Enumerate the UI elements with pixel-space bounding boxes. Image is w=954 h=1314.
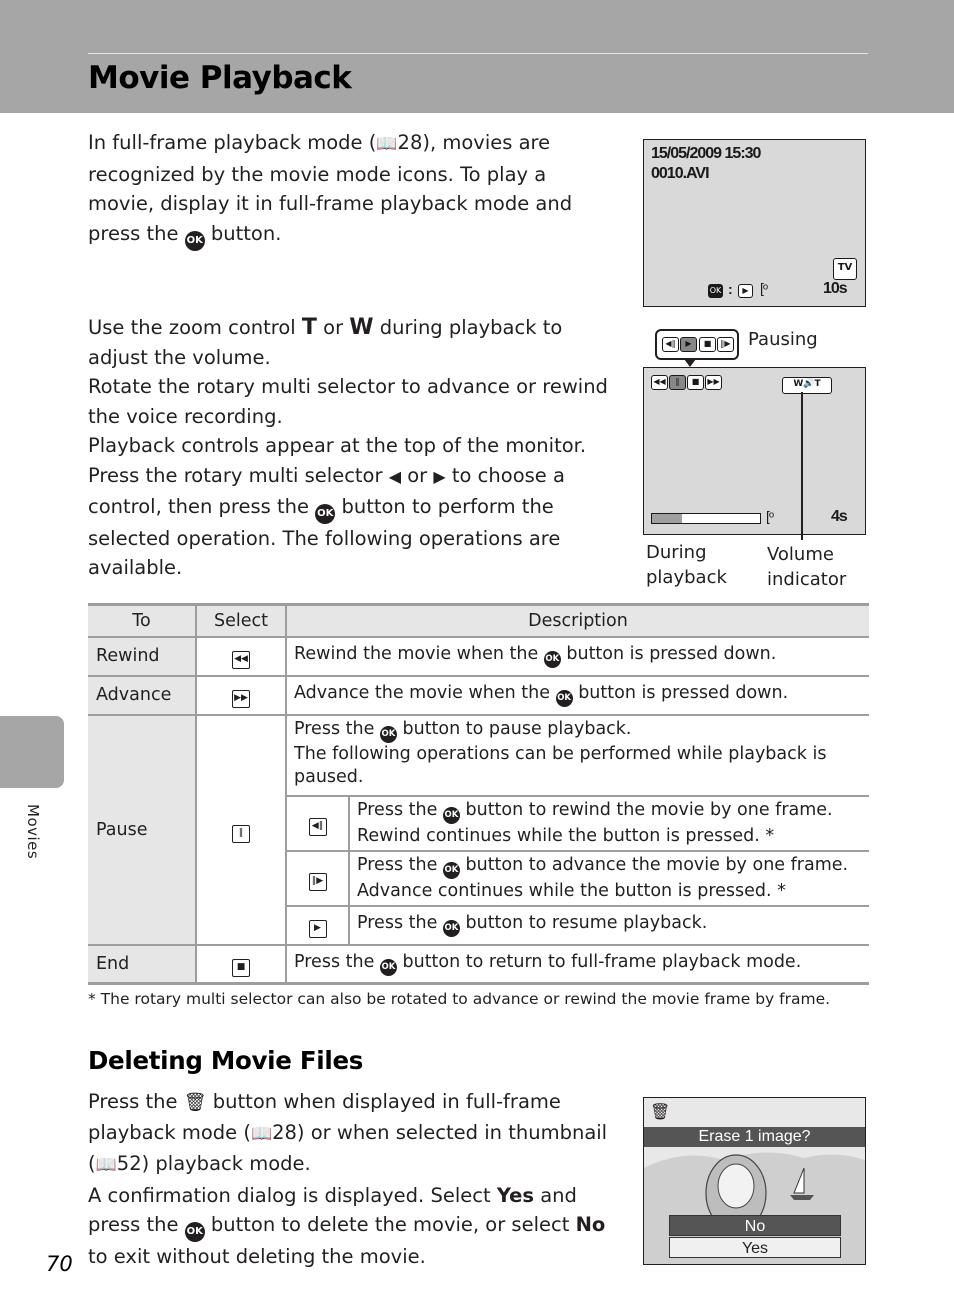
row-advance-select xyxy=(196,676,286,715)
desc-text: Advance the movie when the xyxy=(294,683,551,703)
erase-prompt: Erase 1 image? xyxy=(644,1127,865,1147)
controls-text-or: or xyxy=(407,463,428,487)
intro-text-ref: 28), movies are recognized by the movie mode icons. To play a movie, display it in full-frame playback mode and press the xyxy=(88,131,573,245)
desc-text: button is pressed down. xyxy=(578,683,789,703)
ok-button-icon: OK xyxy=(185,231,205,251)
row-advance-to: Advance xyxy=(88,676,196,715)
deleting-text: button when displayed in full-frame playback mode ( xyxy=(88,1090,561,1144)
desc-text: Rewind continues while the button is pressed. * xyxy=(357,826,775,846)
deleting-text: Press the xyxy=(88,1090,178,1113)
table-row xyxy=(88,945,869,984)
desc-text: Advance continues while the button is pressed. * xyxy=(357,881,786,901)
deleting-text: 52) playback mode. xyxy=(116,1152,311,1176)
ok-button-icon: OK xyxy=(380,726,397,743)
playback-screen xyxy=(643,139,866,307)
progress-bar xyxy=(651,513,761,524)
ok-button-icon: OK xyxy=(185,1222,205,1242)
controls-paragraph xyxy=(88,313,618,583)
row-rewind-to: Rewind xyxy=(88,637,196,676)
sub-desc xyxy=(349,796,869,851)
book-ref-icon: 📖 xyxy=(250,1123,273,1144)
deleting-line-2 xyxy=(88,1181,618,1272)
ok-button-icon: OK xyxy=(443,920,460,937)
trash-icon: 🗑 xyxy=(183,1092,207,1113)
header-rule xyxy=(88,53,868,54)
row-rewind-desc xyxy=(286,637,869,676)
col-header-select: Select xyxy=(196,605,286,637)
col-header-to: To xyxy=(88,605,196,637)
desc-text: button is pressed down. xyxy=(566,644,777,664)
yes-option[interactable]: Yes xyxy=(669,1237,841,1258)
book-ref-icon: 📖 xyxy=(95,1155,117,1176)
pause-icon: ‖ xyxy=(232,825,250,843)
sub-select xyxy=(287,906,349,944)
desc-text: The following operations can be performed while playback is paused. xyxy=(294,743,827,787)
resume-icon: ▶ xyxy=(309,920,327,938)
row-advance-desc xyxy=(286,676,869,715)
callout-pointer xyxy=(684,359,696,367)
row-pause-select xyxy=(196,715,286,945)
movie-mode-icon: TV xyxy=(833,258,857,280)
table-header-row xyxy=(88,605,869,637)
progress-fill xyxy=(652,514,682,523)
during-playback-label: During playback xyxy=(646,542,727,588)
rotate-line: Rotate the rotary multi selector to advance or rewind the voice recording. xyxy=(88,375,608,428)
volume-line xyxy=(88,313,618,372)
desc-text: Press the xyxy=(357,855,438,875)
frame-advance-icon: ‖▶ xyxy=(309,873,327,891)
hint-colon: : xyxy=(728,281,732,297)
section-tab xyxy=(0,716,64,788)
screen-filename: 0010.AVI xyxy=(651,165,709,182)
right-arrow-icon: ▶ xyxy=(433,466,446,486)
ok-button-icon: OK xyxy=(380,959,397,976)
deleting-text: A confirmation dialog is displayed. Select xyxy=(88,1183,491,1207)
controls-text-c: button to perform the selected operation. The following operations are available. xyxy=(88,494,561,580)
desc-text: button to return to full-frame playback mode. xyxy=(402,951,802,972)
time-remaining: 4s xyxy=(831,508,847,525)
section-tab-label: Movies xyxy=(24,804,42,860)
trash-icon: 🗑 xyxy=(650,1102,671,1121)
desc-text: Press the xyxy=(357,913,438,933)
frame-rewind-icon: ◀‖ xyxy=(662,337,679,352)
row-pause-to: Pause xyxy=(88,715,196,945)
sub-select xyxy=(287,796,349,851)
sub-desc xyxy=(349,851,869,906)
volume-indicator-icon: W🔊T xyxy=(782,377,832,394)
screen-datetime: 15/05/2009 15:30 xyxy=(651,145,761,162)
pause-sub-table xyxy=(287,795,869,944)
deleting-line-1 xyxy=(88,1087,618,1181)
sub-desc xyxy=(349,906,869,944)
screen-duration: 10s xyxy=(823,280,847,297)
controls-line xyxy=(88,431,618,582)
book-ref-icon: 📖 xyxy=(376,134,398,154)
volume-text-b: during playback to adjust the volume. xyxy=(88,316,563,369)
ok-button-icon: OK xyxy=(443,807,460,824)
desc-text: button to rewind the movie by one frame. xyxy=(465,800,833,820)
volume-text-a: Use the zoom control xyxy=(88,316,296,339)
deleting-text: 28) or when selected in thumbnail ( xyxy=(88,1120,608,1176)
table-row xyxy=(287,796,869,851)
desc-text: button to pause playback. xyxy=(402,718,632,739)
sub-select xyxy=(287,851,349,906)
frame-advance-icon: ‖▶ xyxy=(717,337,734,352)
pausing-controls-callout xyxy=(655,329,739,360)
row-end-select xyxy=(196,945,286,984)
no-option[interactable]: No xyxy=(669,1215,841,1236)
volume-text-or: or xyxy=(323,316,344,339)
table-row xyxy=(88,637,869,676)
ok-button-icon: OK xyxy=(315,504,335,524)
deleting-text: button to delete the movie, or select xyxy=(210,1213,570,1237)
ok-button-icon: OK xyxy=(556,690,573,707)
deleting-paragraph xyxy=(88,1087,618,1272)
row-end-to: End xyxy=(88,945,196,984)
volume-leader-line xyxy=(801,392,803,540)
table-row xyxy=(88,676,869,715)
yes-term: Yes xyxy=(496,1183,534,1207)
col-header-description: Description xyxy=(286,605,869,637)
pausing-label: Pausing xyxy=(748,329,818,350)
zoom-w-icon: W xyxy=(349,315,374,340)
row-pause-desc xyxy=(286,715,869,945)
end-icon: ■ xyxy=(232,959,250,977)
desc-text: Press the xyxy=(294,718,375,739)
footnote: * The rotary multi selector can also be rotated to advance or rewind the movie frame by frame. xyxy=(88,990,831,1008)
left-arrow-icon: ◀ xyxy=(388,466,402,486)
advance-icon: ▶▶ xyxy=(232,690,250,708)
no-term: No xyxy=(575,1213,606,1237)
row-end-desc xyxy=(286,945,869,984)
controls-text-b: to choose a control, then press the xyxy=(88,463,565,518)
play-hint-icon: ▶ xyxy=(738,284,753,298)
pause-icon: ‖ xyxy=(669,375,686,390)
ok-hint-icon: OK xyxy=(708,284,723,298)
table-row xyxy=(88,715,869,945)
page-number: 70 xyxy=(46,1252,73,1276)
table-row xyxy=(287,906,869,944)
playback-controls-screen xyxy=(643,367,866,535)
operations-table xyxy=(88,603,869,985)
intro-paragraph xyxy=(88,128,613,251)
deleting-text: to exit without deleting the movie. xyxy=(88,1245,426,1269)
deleting-text: and press the xyxy=(88,1183,577,1237)
intro-text-a: In full-frame playback mode ( xyxy=(88,131,377,154)
row-rewind-select xyxy=(196,637,286,676)
erase-dialog-screen xyxy=(643,1097,866,1265)
desc-text: Press the xyxy=(294,951,375,972)
desc-text: Press the xyxy=(357,800,438,820)
movie-format-icon: [ᵒ xyxy=(766,508,774,524)
intro-text-b: button. xyxy=(210,221,282,245)
desc-text: Rewind the movie when the xyxy=(294,644,539,664)
ok-button-icon: OK xyxy=(544,651,561,668)
section-heading-deleting: Deleting Movie Files xyxy=(88,1046,364,1075)
ok-button-icon: OK xyxy=(443,862,460,879)
movie-format-icon: [ᵒ xyxy=(760,280,768,296)
resume-icon: ▶ xyxy=(680,337,697,352)
controls-text-a: Playback controls appear at the top of the monitor. Press the rotary multi selector xyxy=(88,434,587,487)
rewind-icon: ◀◀ xyxy=(651,375,668,390)
rewind-icon: ◀◀ xyxy=(232,651,250,669)
pause-desc-main xyxy=(287,716,869,795)
end-icon: ■ xyxy=(687,375,704,390)
frame-rewind-icon: ◀‖ xyxy=(309,818,327,836)
advance-icon: ▶▶ xyxy=(705,375,722,390)
desc-text: button to resume playback. xyxy=(465,913,708,933)
zoom-t-icon: T xyxy=(301,315,317,340)
desc-text: button to advance the movie by one frame. xyxy=(465,855,849,875)
end-icon: ■ xyxy=(699,337,716,352)
page-header xyxy=(0,0,954,113)
volume-indicator-label: Volume indicator xyxy=(767,544,847,590)
table-row xyxy=(287,851,869,906)
page-title: Movie Playback xyxy=(88,60,352,96)
